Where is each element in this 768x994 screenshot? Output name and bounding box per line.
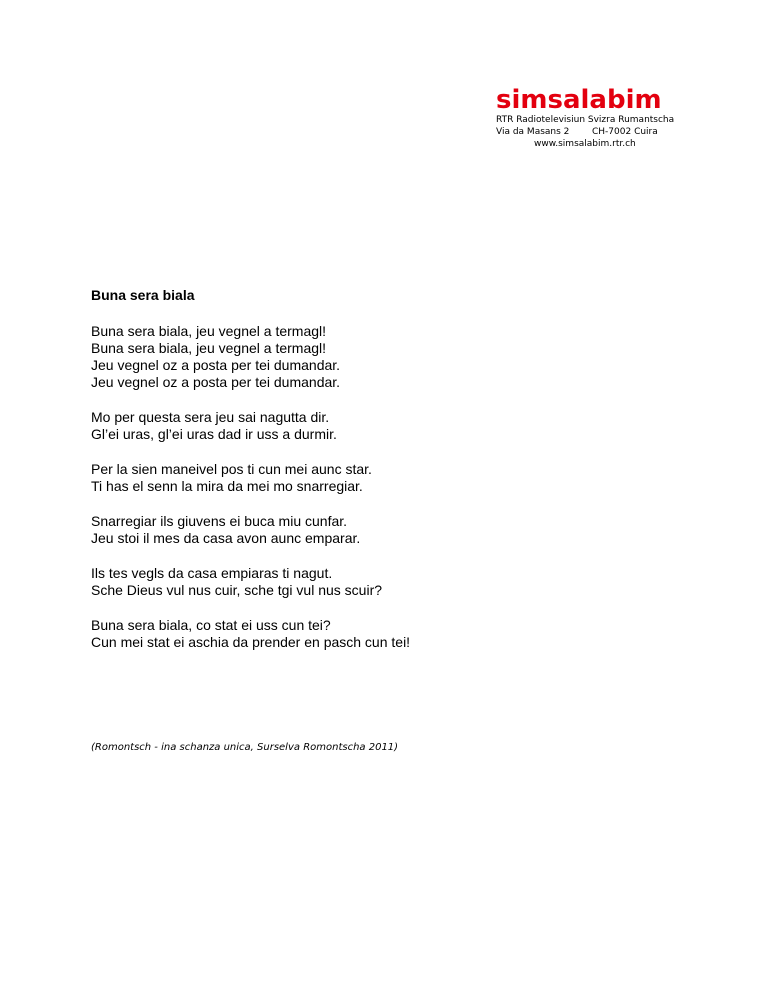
poem-line: Buna sera biala, co stat ei uss cun tei? (91, 617, 331, 633)
poem (91, 287, 691, 669)
website: www.simsalabim.rtr.ch (534, 139, 636, 149)
poem-line: Ils tes vegls da casa empiaras ti nagut. (91, 565, 333, 581)
poem-line: Snarregiar ils giuvens ei buca miu cunfar. (91, 513, 348, 529)
city-address: CH-7002 Cuira (592, 127, 658, 137)
stanza (91, 565, 691, 599)
poem-line: Buna sera biala, jeu vegnel a termagl! (91, 323, 327, 339)
poem-line: Jeu stoi il mes da casa avon aunc emparar. (91, 530, 361, 546)
poem-line: Mo per questa sera jeu sai nagutta dir. (91, 409, 330, 425)
brand-logo: simsalabim (496, 85, 662, 115)
source-citation: (Romontsch - ina schanza unica, Surselva Romontscha 2011) (91, 742, 399, 753)
letterhead (496, 86, 706, 150)
street-address: Via da Masans 2 (496, 127, 570, 137)
poem-line: Gl’ei uras, gl’ei uras dad ir uss a durmir. (91, 426, 337, 442)
poem-line: Ti has el senn la mira da mei mo snarregiar. (91, 478, 363, 494)
poem-line: Cun mei stat ei aschia da prender en pasch cun tei! (91, 634, 411, 650)
poem-title: Buna sera biala (91, 287, 195, 303)
stanza (91, 617, 691, 651)
poem-line: Jeu vegnel oz a posta per tei dumandar. (91, 374, 341, 390)
poem-line: Per la sien maneivel pos ti cun mei aunc star. (91, 461, 372, 477)
stanza (91, 461, 691, 495)
poem-line: Jeu vegnel oz a posta per tei dumandar. (91, 357, 341, 373)
stanza (91, 513, 691, 547)
poem-line: Buna sera biala, jeu vegnel a termagl! (91, 340, 327, 356)
organization-name: RTR Radiotelevisiun Svizra Rumantscha (496, 115, 675, 125)
poem-line: Sche Dieus vul nus cuir, sche tgi vul nus scuir? (91, 582, 383, 598)
stanza (91, 323, 691, 391)
address (496, 126, 706, 138)
stanza (91, 409, 691, 443)
